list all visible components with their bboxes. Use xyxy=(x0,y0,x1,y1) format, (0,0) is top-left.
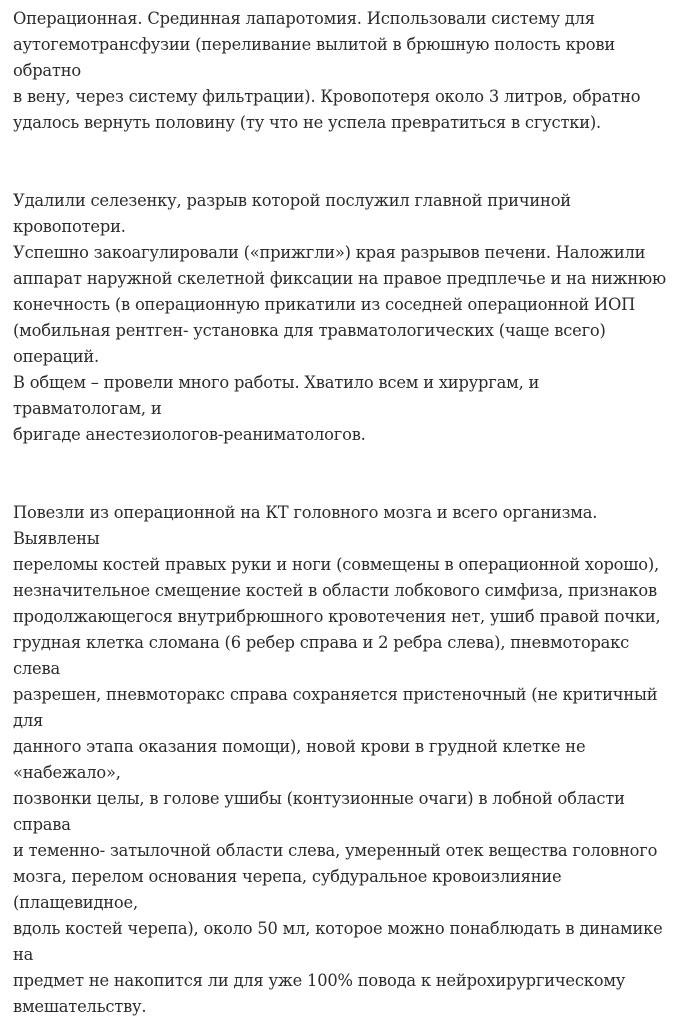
paragraph-surgery: Операционная. Срединная лапаротомия. Использовали систему для аутогемотрансфузии (переливание вылитой в брюшную полость крови обратно в вену, через систему фильтрации). Кровопотеря около 3 литров, обратно удалось вернуть половину (ту что не успела превратиться в сгустки). xyxy=(13,9,641,132)
paragraph-splenectomy: Удалили селезенку, разрыв которой послужил главной причиной кровопотери. Успешно закоагулировали («прижгли») края разрывов печени. Наложили аппарат наружной скелетной фиксации на правое предплечье и на нижнюю конечность (в операционную прикатили из соседней операционной ИОП (мобильная рентген- установка для травматологических (чаще всего) операций. В общем – провели много работы. Хватило всем и хирургам, и травматологам, и бригаде анестезиологов-реаниматологов. xyxy=(13,191,666,444)
article-body xyxy=(13,6,673,1020)
paragraph-ct-findings: Повезли из операционной на КТ головного мозга и всего организма. Выявлены переломы костей правых руки и ноги (совмещены в операционной хорошо), незначительное смещение костей в области лобкового симфиза, признаков продолжающегося внутрибрюшного кровотечения нет, ушиб правой почки, грудная клетка сломана (6 ребер справа и 2 ребра слева), пневмоторакс слева разрешен, пневмоторакс справа сохраняется пристеночный (не критичный для данного этапа оказания помощи), новой крови в грудной клетке не «набежало», позвонки целы, в голове ушибы (контузионные очаги) в лобной области справа и теменно- затылочной области слева, умеренный отек вещества головного мозга, перелом основания черепа, субдуральное кровоизлияние (плащевидное, вдоль костей черепа), около 50 мл, которое можно понаблюдать в динамике на предмет не накопится ли для уже 100% повода к нейрохирургическому вмешательству. xyxy=(13,503,663,1016)
